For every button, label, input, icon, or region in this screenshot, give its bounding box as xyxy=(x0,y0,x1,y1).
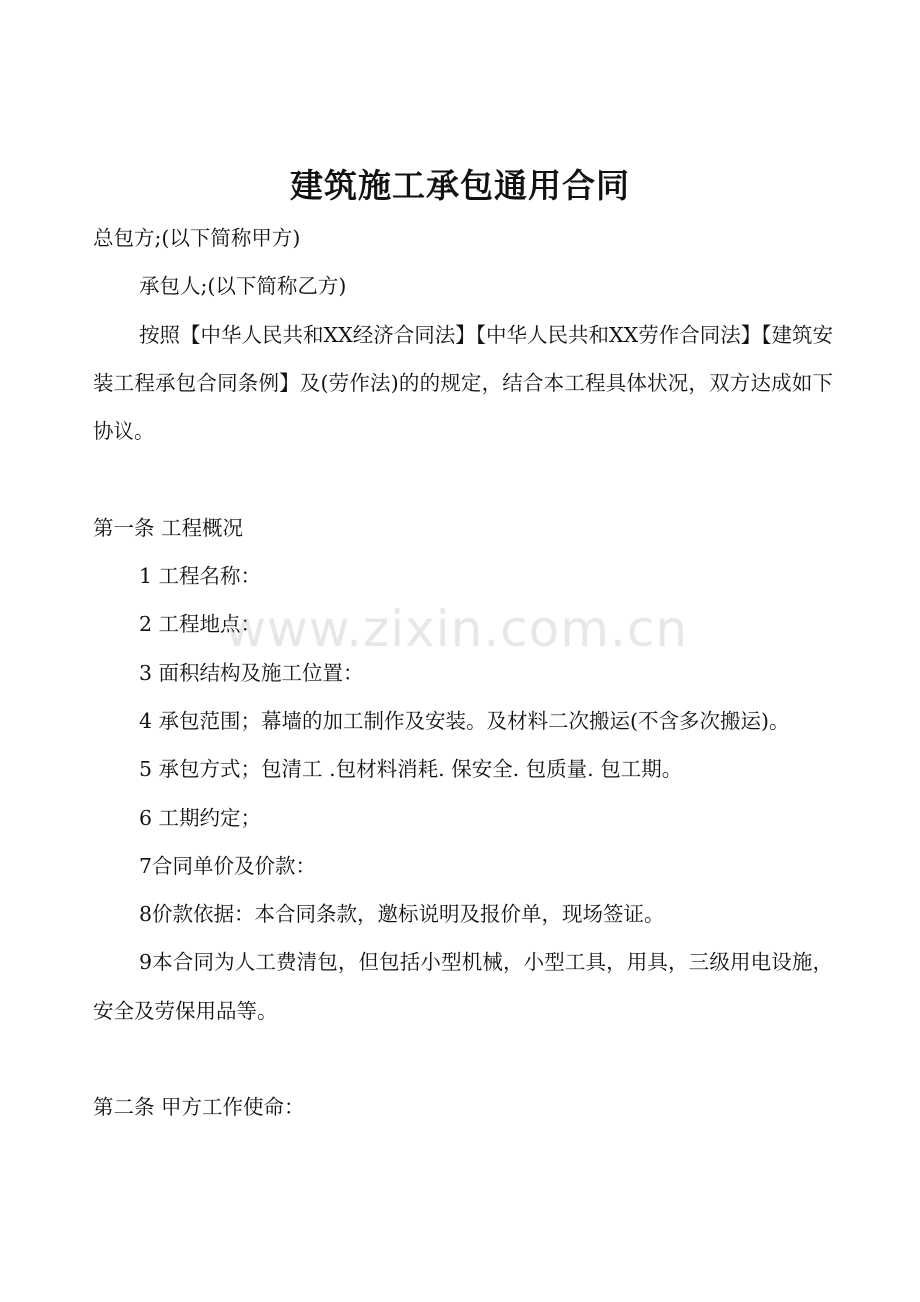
article-2-heading: 第二条 甲方工作使命： xyxy=(93,1095,305,1120)
article-1-item-2: 2 工程地点： xyxy=(139,612,262,637)
article-1-item-7: 7合同单价及价款： xyxy=(139,853,317,878)
blank-line xyxy=(93,1035,833,1083)
blank-line xyxy=(93,455,833,503)
article-1-heading: 第一条 工程概况 xyxy=(93,515,244,540)
article-1-item-6: 6 工期约定； xyxy=(139,805,262,830)
article-1-item-1: 1 工程名称： xyxy=(139,564,262,589)
party-b-line: 承包人;(以下简称乙方) xyxy=(139,274,347,299)
document-body xyxy=(93,214,833,1132)
article-1-item-8: 8价款依据：本合同条款，邀标说明及报价单，现场签证。 xyxy=(139,902,665,927)
preamble-paragraph: 按照【中华人民共和XX经济合同法】【中华人民共和XX劳作合同法】【建筑安装工程承包合同条例】及(劳作法)的的规定，结合本工程具体状况，双方达成如下协议。 xyxy=(93,322,833,444)
article-1-item-5: 5 承包方式；包清工 .包材料消耗. 保安全. 包质量. 包工期。 xyxy=(139,757,683,782)
document-title: 建筑施工承包通用合同 xyxy=(290,166,630,205)
article-1-item-9: 9本合同为人工费清包，但包括小型机械，小型工具，用具，三级用电设施，安全及劳保用品等。 xyxy=(93,950,833,1023)
article-1-item-3: 3 面积结构及施工位置： xyxy=(139,660,364,685)
party-a-line: 总包方;(以下简称甲方) xyxy=(93,226,301,250)
article-1-item-4: 4 承包范围；幕墙的加工制作及安装。及材料二次搬运(不含多次搬运)。 xyxy=(139,708,790,733)
watermark: www.zixin.com.cn xyxy=(225,600,689,658)
